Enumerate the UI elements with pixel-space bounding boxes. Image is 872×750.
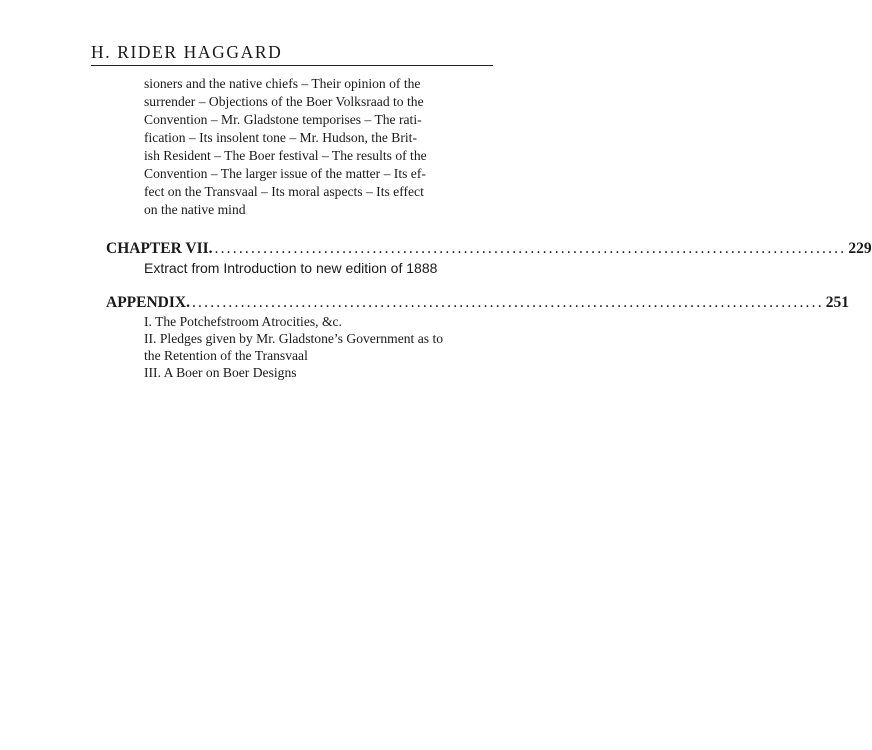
toc-heading-row — [106, 293, 850, 312]
summary-line: sioners and the native chiefs – Their opinion of the — [144, 76, 421, 91]
summary-line: Convention – The larger issue of the matter – Its ef- — [144, 166, 426, 181]
chapter-label: CHAPTER VII. — [106, 240, 213, 257]
summary-line: fect on the Transvaal – Its moral aspects – Its effect — [144, 184, 424, 199]
toc-subentry: III. A Boer on Boer Designs — [144, 365, 297, 380]
running-title: H. RIDER HAGGARD — [91, 42, 283, 62]
toc-subentry: the Retention of the Transvaal — [144, 348, 308, 363]
toc-entry-appendix — [106, 293, 850, 381]
dot-leader: ........................................................................................................ — [191, 294, 824, 311]
toc-subentry: Extract from Introduction to new edition of 1888 — [144, 260, 438, 276]
header-rule — [91, 65, 493, 66]
toc-entry-chapter-vii — [106, 239, 872, 277]
page-number: 229 — [848, 240, 872, 257]
running-header — [91, 42, 493, 66]
toc-subentry: I. The Potchefstroom Atrocities, &c. — [144, 314, 342, 329]
dot-leader: ........................................................................................................ — [214, 240, 847, 257]
summary-line: fication – Its insolent tone – Mr. Hudson, the Brit- — [144, 130, 417, 145]
summary-line: on the native mind — [144, 202, 246, 217]
toc-heading-row — [106, 239, 872, 258]
summary-line: Convention – Mr. Gladstone temporises – The rati- — [144, 112, 422, 127]
chapter-vi-summary — [144, 75, 489, 219]
page-number: 251 — [825, 294, 850, 311]
summary-line: ish Resident – The Boer festival – The results of the — [144, 148, 427, 163]
toc-subentry: II. Pledges given by Mr. Gladstone’s Government as to — [144, 331, 444, 346]
appendix-label: APPENDIX. — [106, 294, 190, 311]
summary-line: surrender – Objections of the Boer Volksraad to the — [144, 94, 424, 109]
